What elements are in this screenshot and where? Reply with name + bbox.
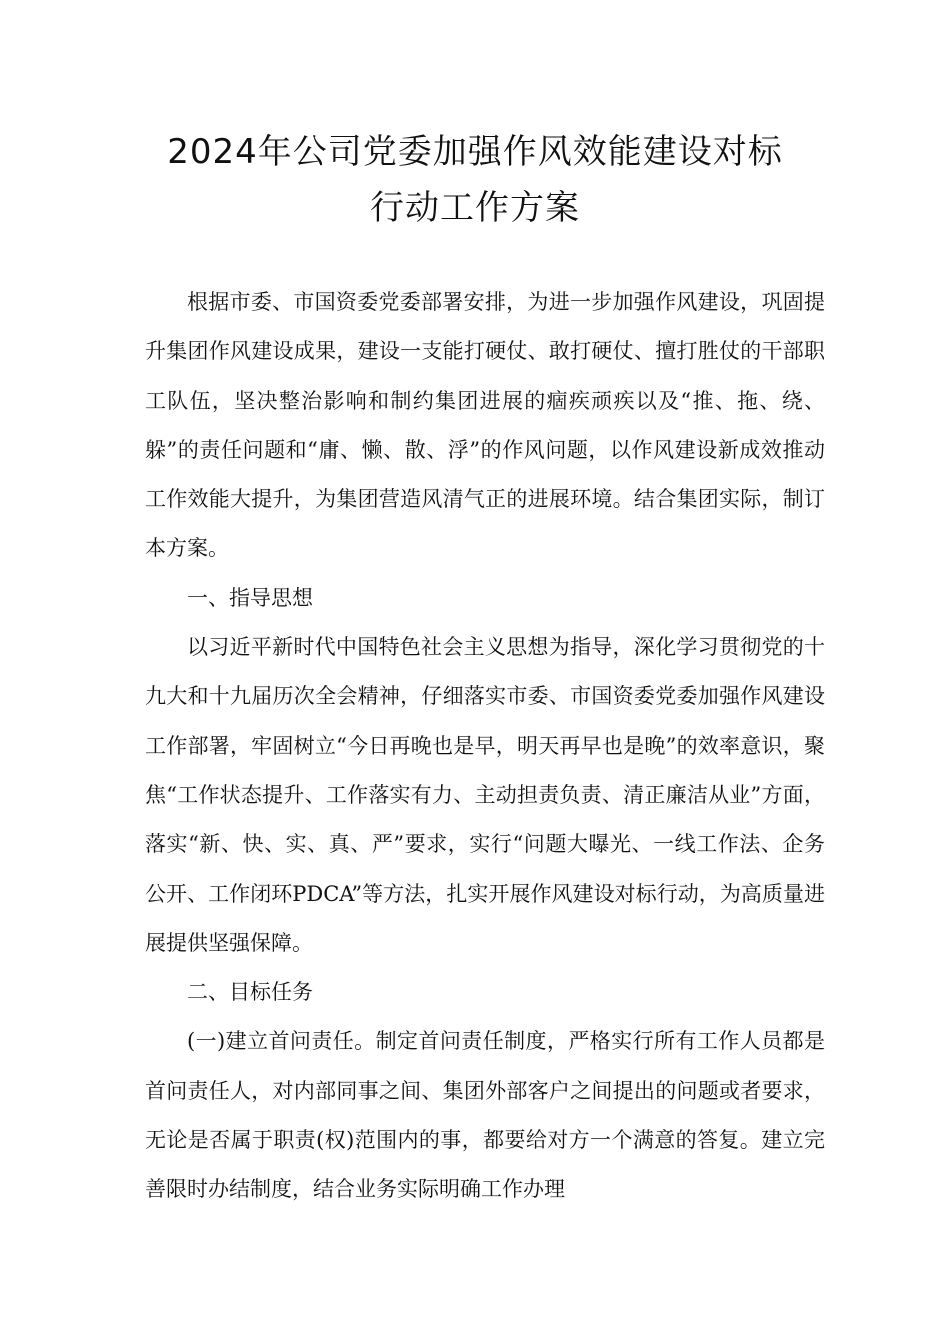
section-heading-guiding-ideology: 一、指导思想 — [187, 585, 313, 610]
intro-paragraph: 根据市委、市国资委党委部署安排，为进一步加强作风建设，巩固提升集团作风建设成果，建设一支能打硬仗、敢打硬仗、擅打胜仗的干部职工队伍，坚决整治影响和制约集团进展的痼疾顽疾以及“推、拖、绕、躲”的责任问题和“庸、懒、散、浮”的作风问题，以作风建设新成效推动工作效能大提升，为集团营造风清气正的进展环境。结合集团实际，制订本方案。 — [145, 290, 825, 561]
title-line-1: 2024年公司党委加强作风效能建设对标 — [167, 132, 783, 172]
document-body — [145, 278, 825, 1215]
title-line-2: 行动工作方案 — [370, 188, 580, 228]
guiding-ideology-paragraph: 以习近平新时代中国特色社会主义思想为指导，深化学习贯彻党的十九大和十九届历次全会精神，仔细落实市委、市国资委党委加强作风建设工作部署，牢固树立“今日再晚也是早，明天再早也是晚”的效率意识，聚焦“工作状态提升、工作落实有力、主动担责负责、清正廉洁从业”方面，落实“新、快、实、真、严”要求，实行“问题大曝光、一线工作法、企务公开、工作闭环PDCA”等方法，扎实开展作风建设对标行动，为高质量进展提供坚强保障。 — [145, 635, 825, 955]
first-responsibility-paragraph: (一)建立首问责任。制定首问责任制度，严格实行所有工作人员都是首问责任人，对内部同事之间、集团外部客户之间提出的问题或者要求，无论是否属于职责(权)范围内的事，都要给对方一个满意的答复。建立完善限时办结制度，结合业务实际明确工作办理 — [145, 1029, 825, 1202]
document-title — [120, 124, 830, 236]
section-heading-objectives: 二、目标任务 — [187, 980, 313, 1005]
